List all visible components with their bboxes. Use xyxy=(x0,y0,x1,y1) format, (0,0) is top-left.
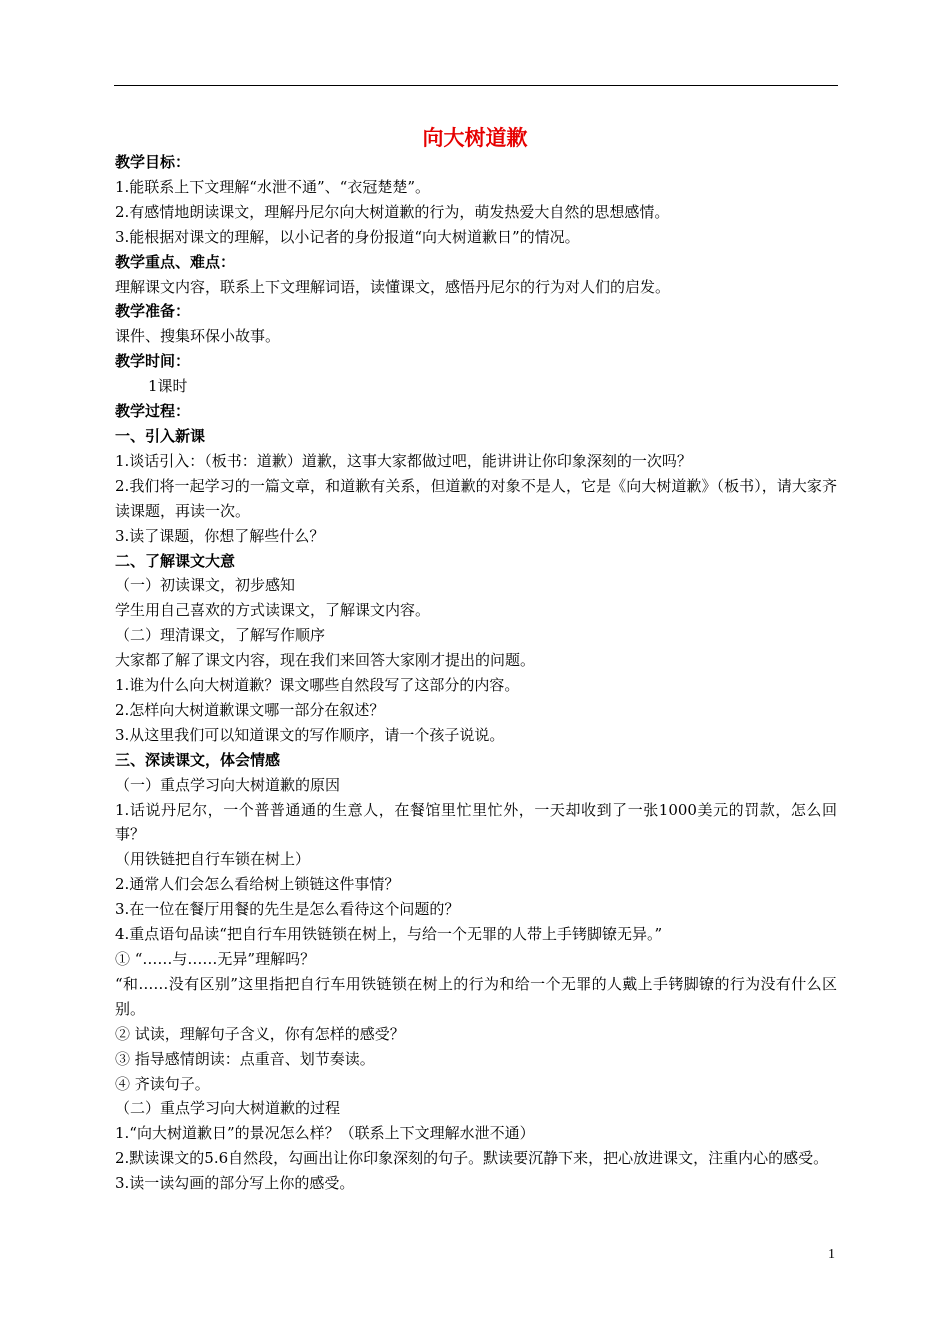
paragraph-line: 2.怎样向大树道歉课文哪一部分在叙述？ xyxy=(115,700,385,719)
paragraph-line: ② 试读，理解句子含义，你有怎样的感受？ xyxy=(115,1024,405,1043)
section-heading: 教学目标： xyxy=(115,153,191,171)
paragraph-line: 理解课文内容，联系上下文理解词语，读懂课文，感悟丹尼尔的行为对人们的启发。 xyxy=(115,277,671,296)
section-heading: 教学过程： xyxy=(115,402,191,421)
paragraph-line: 1.“向大树道歉日”的景况怎么样？（联系上下文理解水泄不通） xyxy=(115,1124,535,1143)
paragraph-line: 1.能联系上下文理解“水泄不通”、“衣冠楚楚”。 xyxy=(115,177,430,196)
paragraph-line: 3.能根据对课文的理解，以小记者的身份报道“向大树道歉日”的情况。 xyxy=(115,227,580,246)
page-number: 1 xyxy=(828,1247,835,1262)
paragraph-line: （一）初读课文，初步感知 xyxy=(115,576,296,595)
document-body xyxy=(115,150,837,1196)
paragraph-line: （一）重点学习向大树道歉的原因 xyxy=(115,775,341,794)
section-heading: 教学重点、难点： xyxy=(115,252,236,271)
paragraph-line: ① “……与……无异”理解吗？ xyxy=(115,950,316,968)
paragraph-line: 1.谁为什么向大树道歉？课文哪些自然段写了这部分的内容。 xyxy=(115,676,520,695)
section-heading: 教学准备： xyxy=(115,302,191,321)
paragraph-line: 2.默读课文的5.6自然段，勾画出让你印象深刻的句子。默读要沉静下来，把心放进课文，注重内心的感受。 xyxy=(115,1149,829,1168)
header-rule xyxy=(114,85,838,86)
paragraph-line: “和……没有区别”这里指把自行车用铁链锁在树上的行为和给一个无罪的人戴上手铐脚镣的行为没有什么区别。 xyxy=(115,974,837,1018)
paragraph-line: ③ 指导感情朗读：点重音、划节奏读。 xyxy=(115,1049,375,1068)
paragraph-line: 3.在一位在餐厅用餐的先生是怎么看待这个问题的？ xyxy=(115,900,460,919)
section-heading: 教学时间： xyxy=(115,352,191,371)
section-heading: 三、深读课文，体会情感 xyxy=(115,750,281,769)
document-title: 向大树道歉 xyxy=(422,126,528,150)
paragraph-line: （二）理清课文，了解写作顺序 xyxy=(115,626,326,645)
paragraph-line: 2.我们将一起学习的一篇文章，和道歉有关系，但道歉的对象不是人，它是《向大树道歉》（板书），请大家齐读课题，再读一次。 xyxy=(115,476,837,520)
paragraph-line: 3.从这里我们可以知道课文的写作顺序，请一个孩子说说。 xyxy=(115,725,505,744)
paragraph-line: 学生用自己喜欢的方式读课文，了解课文内容。 xyxy=(115,601,431,620)
paragraph-line: 1.话说丹尼尔，一个普普通通的生意人，在餐馆里忙里忙外，一天却收到了一张1000美元的罚款，怎么回事？ xyxy=(115,800,837,844)
paragraph-line: 课件、搜集环保小故事。 xyxy=(115,327,281,346)
paragraph-line: 3.读了课题，你想了解些什么？ xyxy=(115,526,325,545)
paragraph-line: 4.重点语句品读“把自行车用铁链锁在树上，与给一个无罪的人带上手铐脚镣无异。” xyxy=(115,925,663,944)
paragraph-line: 2.通常人们会怎么看给树上锁链这件事情？ xyxy=(115,875,400,894)
paragraph-line: （用铁链把自行车锁在树上） xyxy=(115,850,311,869)
paragraph-line: 2.有感情地朗读课文，理解丹尼尔向大树道歉的行为，萌发热爱大自然的思想感情。 xyxy=(115,202,670,221)
paragraph-line: 1课时 xyxy=(148,377,188,396)
paragraph-line: ④ 齐读句子。 xyxy=(115,1074,210,1093)
paragraph-line: 3.读一读勾画的部分写上你的感受。 xyxy=(115,1174,355,1193)
paragraph-line: 1.谈话引入：（板书：道歉）道歉，这事大家都做过吧，能讲讲让你印象深刻的一次吗？ xyxy=(115,451,692,470)
section-heading: 二、了解课文大意 xyxy=(115,551,236,570)
section-heading: 一、引入新课 xyxy=(115,426,206,445)
paragraph-line: （二）重点学习向大树道歉的过程 xyxy=(115,1099,341,1118)
paragraph-line: 大家都了解了课文内容，现在我们来回答大家刚才提出的问题。 xyxy=(115,651,536,670)
